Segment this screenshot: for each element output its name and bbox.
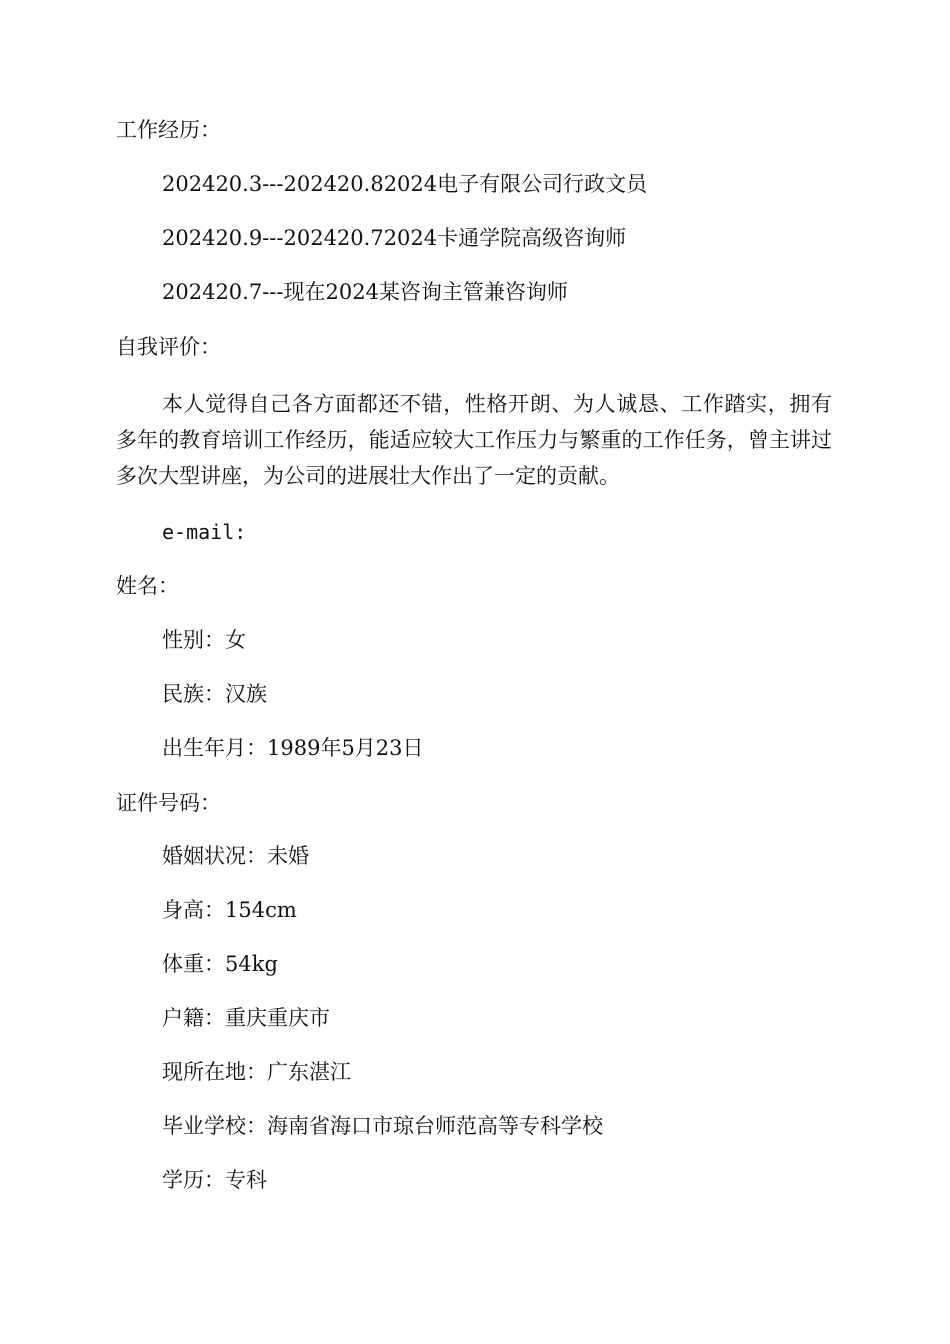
work-experience-item: 202420.9---202420.72024卡通学院高级咨询师 bbox=[162, 226, 627, 250]
marital-status-field: 婚姻状况：未婚 bbox=[162, 844, 309, 868]
id-number-label: 证件号码： bbox=[116, 791, 221, 815]
current-location-field: 现所在地：广东湛江 bbox=[162, 1060, 351, 1084]
school-field: 毕业学校：海南省海口市琼台师范高等专科学校 bbox=[162, 1114, 603, 1138]
self-evaluation-heading: 自我评价： bbox=[116, 335, 221, 359]
ethnicity-field: 民族：汉族 bbox=[162, 682, 267, 706]
gender-field: 性别：女 bbox=[162, 628, 246, 652]
work-experience-item: 202420.3---202420.82024电子有限公司行政文员 bbox=[162, 172, 648, 196]
email-label: e-mail: bbox=[162, 520, 247, 544]
work-experience-heading: 工作经历： bbox=[116, 118, 221, 142]
self-evaluation-paragraph: 本人觉得自己各方面都还不错，性格开朗、为人诚恳、工作踏实，拥有多年的教育培训工作经历，能适应较大工作压力与繁重的工作任务，曾主讲过多次大型讲座，为公司的进展壮大作出了一定的贡献。 bbox=[116, 392, 832, 488]
work-experience-item: 202420.7---现在2024某咨询主管兼咨询师 bbox=[162, 280, 568, 304]
education-field: 学历：专科 bbox=[162, 1168, 267, 1192]
name-label: 姓名： bbox=[116, 574, 179, 598]
birth-date-field: 出生年月：1989年5月23日 bbox=[162, 736, 424, 760]
hukou-field: 户籍：重庆重庆市 bbox=[162, 1006, 330, 1030]
weight-field: 体重：54kg bbox=[162, 952, 278, 976]
height-field: 身高：154cm bbox=[162, 898, 297, 922]
